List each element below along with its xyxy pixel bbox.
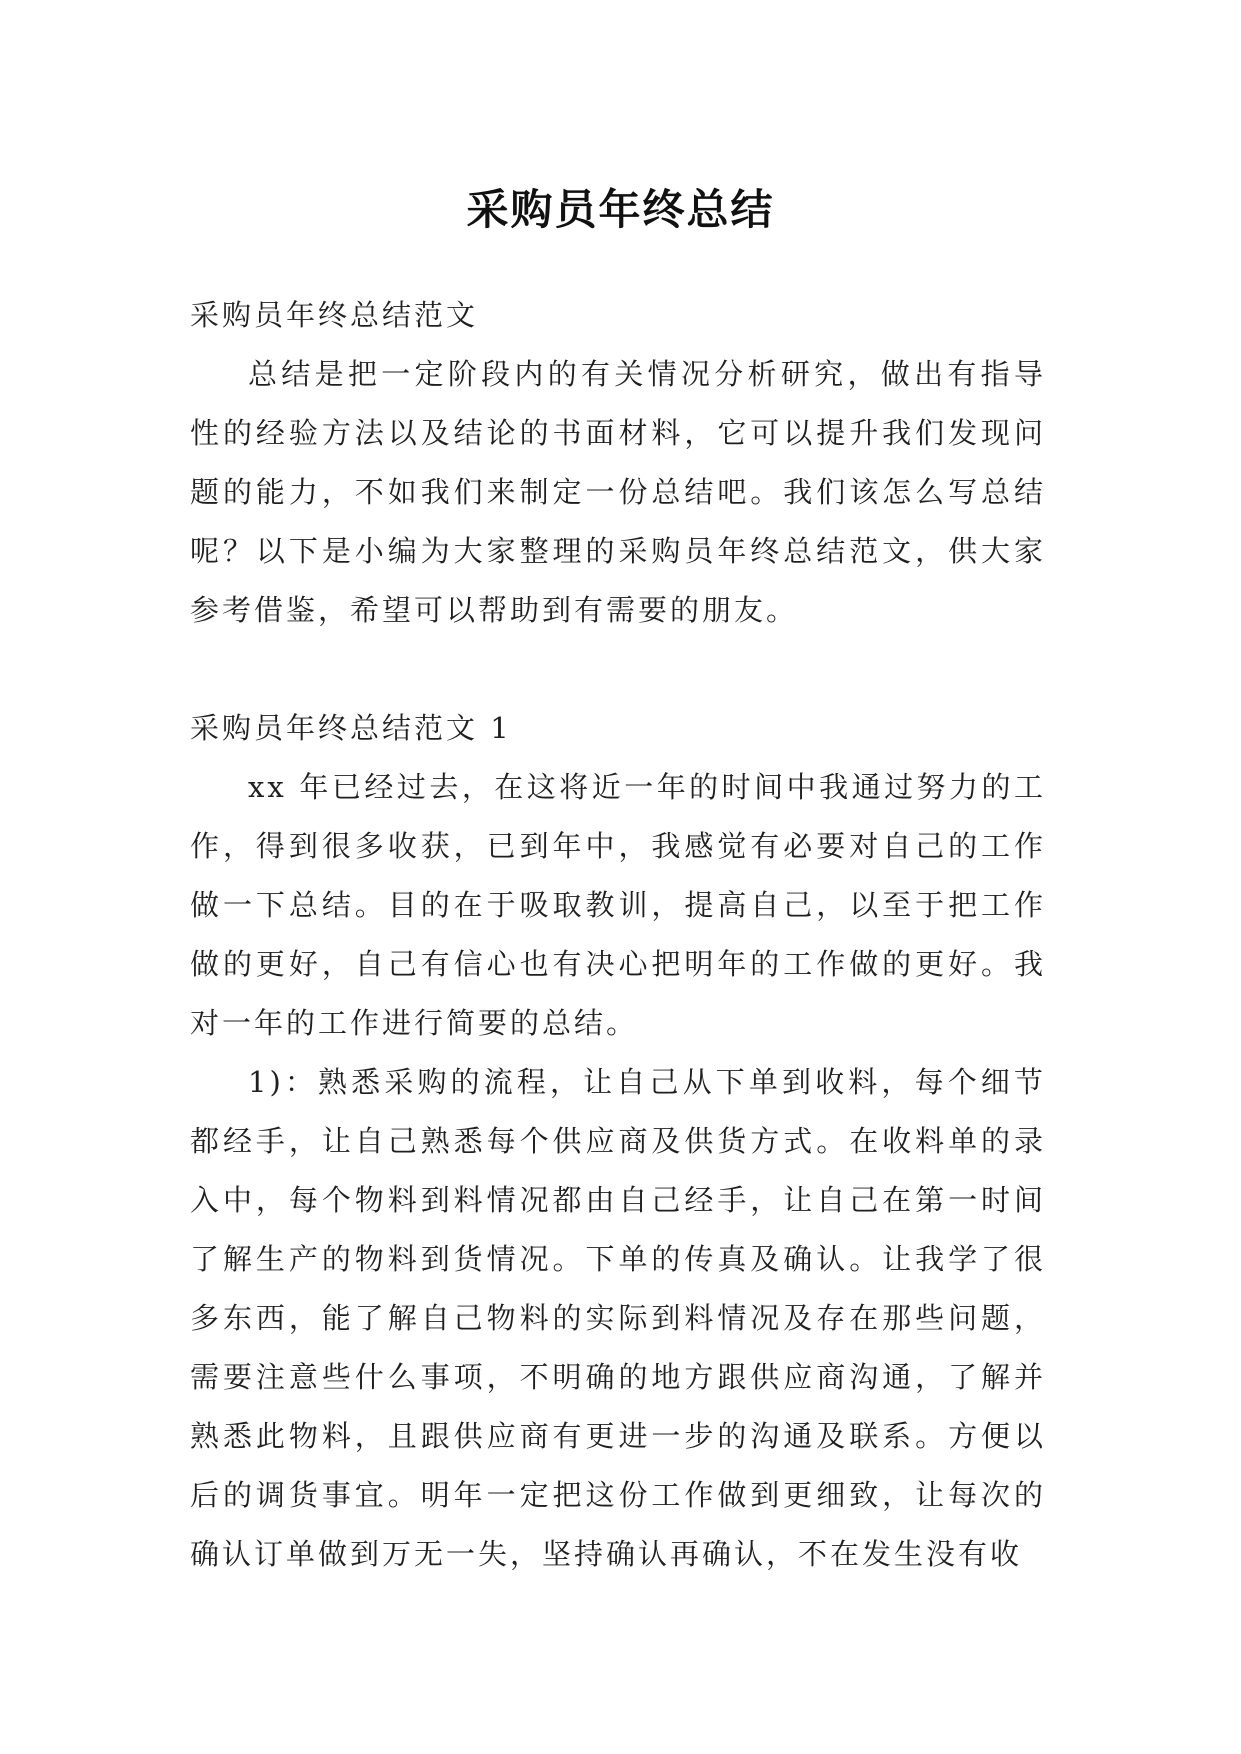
section1-paragraph-1: xx 年已经过去，在这将近一年的时间中我通过努力的工作，得到很多收获，已到年中，我感觉有必要对自己的工作做一下总结。目的在于吸取教训，提高自己，以至于把工作做的更好，自己有信心也有决心把明年的工作做的更好。我对一年的工作进行简要的总结。 [190, 770, 1046, 1040]
document-body [190, 286, 1046, 1584]
section1-paragraph-2: 1)：熟悉采购的流程，让自己从下单到收料，每个细节都经手，让自己熟悉每个供应商及供货方式。在收料单的录入中，每个物料到料情况都由自己经手，让自己在第一时间了解生产的物料到货情况。下单的传真及确认。让我学了很多东西，能了解自己物料的实际到料情况及存在那些问题，需要注意些什么事项，不明确的地方跟供应商沟通，了解并熟悉此物料，且跟供应商有更进一步的沟通及联系。方便以后的调货事宜。明年一定把这份工作做到更细致，让每次的确认订单做到万无一失，坚持确认再确认，不在发生没有收 [190, 1065, 1046, 1571]
intro-heading: 采购员年终总结范文 [190, 298, 479, 332]
intro-paragraph: 总结是把一定阶段内的有关情况分析研究，做出有指导性的经验方法以及结论的书面材料，它可以提升我们发现问题的能力，不如我们来制定一份总结吧。我们该怎么写总结呢？以下是小编为大家整理的采购员年终总结范文，供大家参考借鉴，希望可以帮助到有需要的朋友。 [190, 357, 1046, 627]
section-spacer [190, 640, 1046, 699]
section1-heading: 采购员年终总结范文 1 [190, 711, 512, 745]
document-title: 采购员年终总结 [466, 185, 775, 235]
